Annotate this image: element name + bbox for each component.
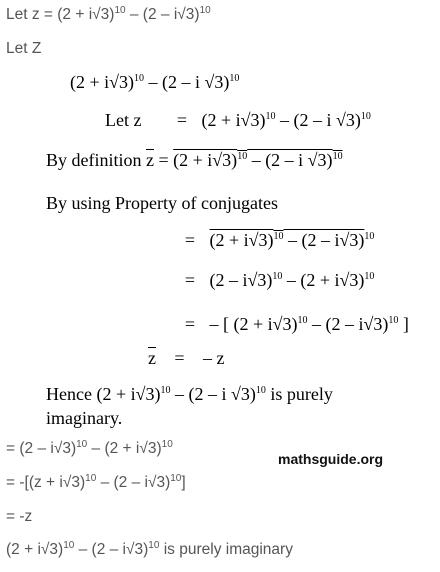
- scan-expression: $(2 + i√3)^{10} - (2 - i$ √3)$^{10}$: [70, 72, 240, 92]
- let-z-line: Let Z: [6, 40, 42, 57]
- result-line-3: = -z: [6, 508, 33, 525]
- scan-conjugate-step: = $(2 + i√3)^{10} - (2 - i√3)^{10}$: [184, 230, 375, 250]
- watermark: mathsguide.org: [278, 451, 384, 467]
- scan-property-heading: By using Property of conjugates: [46, 193, 278, 213]
- scan-hence: Hence $(2 + i√3)^{10} - (2 - i$ √3)$^{10}$ is purely: [46, 384, 333, 404]
- result-line-1: = $(2 - i√3)^{10} - (2 + i√3)^{10}$: [6, 438, 173, 457]
- scan-negation-step: = – [ $(2 + i√3)^{10} - (2 - i√3)^{10}$ ]: [184, 314, 409, 334]
- scan-swap-step: = $(2 - i√3)^{10} - (2 + i√3)^{10}$: [184, 270, 375, 290]
- scan-imaginary: imaginary.: [46, 408, 123, 428]
- scan-let-z: Let $z = (2 + i√3)^{10} - (2 - i$ √3)$^{10}$: [105, 110, 371, 130]
- scan-result: $\overline{z}$ = – z: [148, 348, 225, 368]
- scan-definition: By definition $\overline{z} = (2 + i√3)^{10} - (2 - i$ √3)$^{10}$: [46, 150, 343, 170]
- result-line-2: = $-[(z + i√3)^{10} - (2 - i√3)^{10}]$: [6, 472, 186, 491]
- statement-line: Let $z = (2 + i√3)^{10} - (2 - i√3)^{10}$: [6, 4, 211, 23]
- conclusion-line: $(2 + i√3)^{10} - (2 - i√3)^{10}$ is purely imaginary: [6, 539, 293, 558]
